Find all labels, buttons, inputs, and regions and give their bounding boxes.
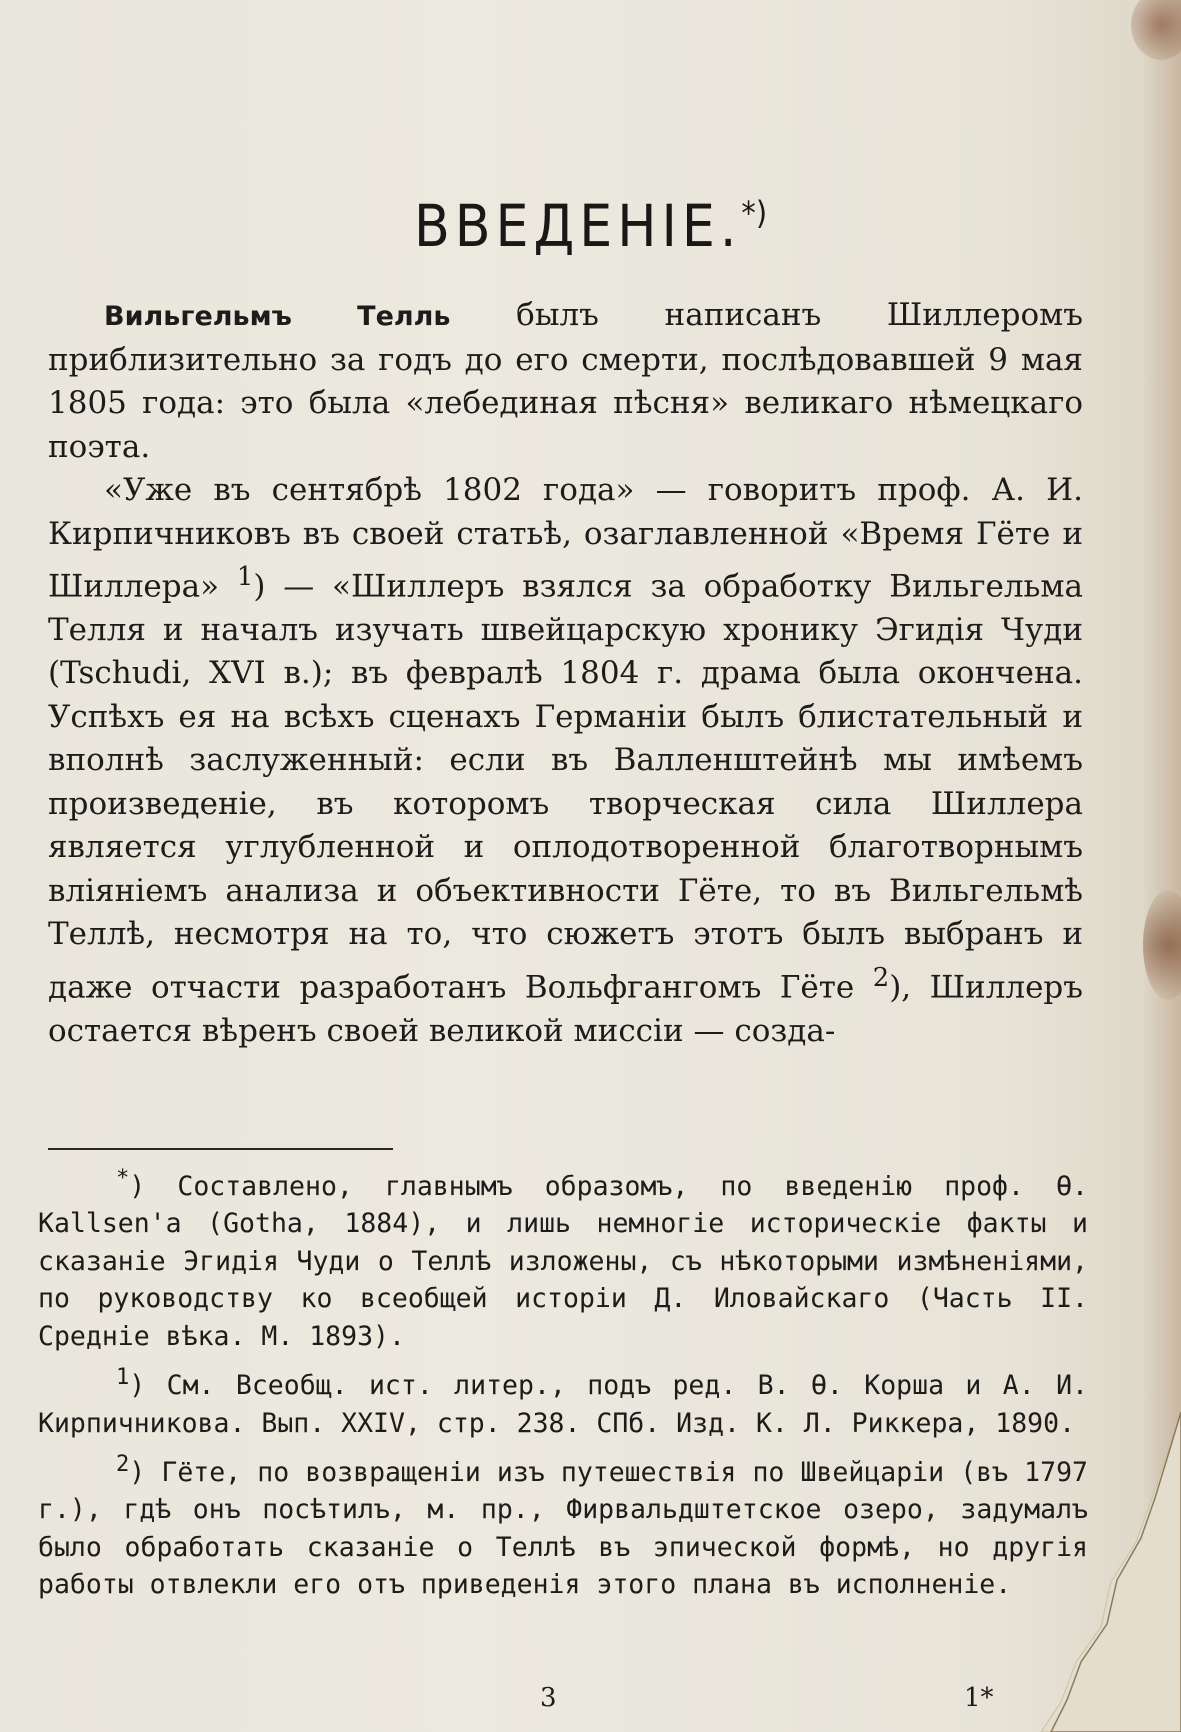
torn-corner	[981, 1412, 1181, 1732]
footnote-2-mark: 2	[116, 1452, 130, 1478]
title-text: ВВЕДЕНІЕ.	[413, 192, 742, 260]
paragraph-1	[48, 294, 1083, 469]
footnote-1	[38, 1359, 1088, 1442]
page-title	[0, 192, 1181, 260]
corner-stain	[1131, 0, 1181, 60]
paragraph-2-text-c: ), Шиллеръ остается вѣренъ своей великой миссіи — созда-	[48, 969, 1084, 1049]
paragraph-1-text: былъ написанъ Шиллеромъ приблизительно за годъ до его смерти, послѣдовавшей 9 мая 1805 года: это была «лебединая пѣсня» великаго нѣмецкаго поэта.	[48, 297, 1083, 465]
footnote-2-text: ) Гёте, по возвращеніи изъ путешествія по Швейцаріи (въ 1797 г.), гдѣ онъ посѣтилъ, м. пр., Фирвальдштетское озеро, задумалъ было обработать сказаніе о Теллѣ въ эпической формѣ, но другія работы отвлекли его отъ приведенія этого плана въ исполненіе.	[38, 1456, 1088, 1601]
footnote-ref-1[interactable]: 1	[236, 562, 254, 592]
footnote-divider	[48, 1148, 393, 1150]
title-note-mark: *)	[741, 194, 768, 232]
paragraph-2-text-b: ) — «Шиллеръ взялся за обработку Вильгельма Телля и началъ изучать швейцарскую хронику Эгидія Чуди (Tschudi, XVI в.); въ февралѣ 1804 г. драма была окончена. Успѣхъ ея на всѣхъ сценахъ Германіи былъ блистательный и вполнѣ заслуженный: если въ Валленштейнѣ мы имѣемъ произведеніе, въ которомъ творческая сила Шиллера является углубленной и оплодотворенной благотворнымъ вліяніемъ анализа и объективности Гёте, то въ Вильгельмѣ Теллѣ, несмотря на то, что сюжетъ этотъ былъ выбранъ и даже отчасти разработанъ Вольфгангомъ Гёте	[48, 568, 1083, 1006]
footnote-star-mark: *	[116, 1166, 130, 1191]
footnote-ref-2[interactable]: 2	[872, 962, 890, 993]
signature-mark: 1*	[964, 1683, 994, 1713]
footnote-star-text: ) Составлено, главнымъ образомъ, по введенію проф. Ѳ. Kallsen'a (Gotha, 1884), и лишь немногіе историческіе факты и сказаніе Эгидія Чуди о Теллѣ изложены, съ нѣкоторыми измѣненіями, по руководству ко всеобщей исторіи Д. Иловайскаго (Часть II. Средніе вѣка. М. 1893).	[38, 1170, 1088, 1352]
paragraph-2-text-a: «Уже въ сентябрѣ 1802 года» — говоритъ проф. А. И. Кирпичниковъ въ своей статьѣ, озаглавленной «Время Гёте и Шиллера»	[48, 472, 1083, 605]
lead-bold-text: Вильгельмъ Телль	[104, 301, 451, 332]
footnote-star	[38, 1160, 1088, 1355]
main-text	[48, 294, 1083, 1053]
paragraph-2	[48, 469, 1083, 1053]
page-number: 3	[540, 1683, 557, 1713]
footnote-2	[38, 1446, 1088, 1604]
footnote-1-mark: 1	[116, 1365, 130, 1391]
footnote-1-text: ) См. Всеобщ. ист. литер., подъ ред. В. Ѳ. Корша и А. И. Кирпичникова. Вып. XXIV, стр. 238. СПб. Изд. К. Л. Риккера, 1890.	[38, 1370, 1088, 1439]
footnotes	[38, 1160, 1088, 1604]
